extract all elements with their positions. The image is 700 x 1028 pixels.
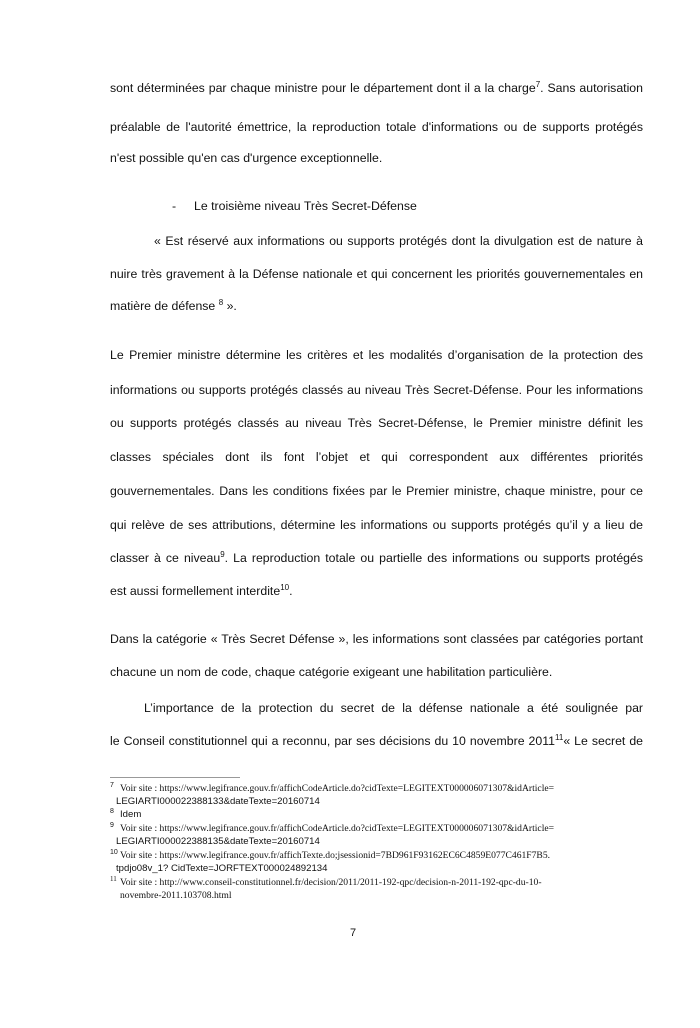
footnote-9: $^9$ Voir site : https://www.legifrance.gouv.fr/affichCodeArticle.do?cidTexte=LEGITEXT000006071307&idArticle= (110, 822, 555, 834)
paragraph-4-line-1: Dans la catégorie « Très Secret Défense », les informations sont classées par catégories portant (110, 632, 643, 646)
footnote-7: $^7$ Voir site : https://www.legifrance.gouv.fr/affichCodeArticle.do?cidTexte=LEGITEXT000006071307&idArticle= (110, 782, 555, 794)
footnote-ref-10[interactable]: 10 (280, 583, 290, 592)
paragraph-3-line-2: informations ou supports protégés classés au niveau Très Secret-Défense. Pour les informations (110, 383, 643, 397)
paragraph-5-line-2 (110, 733, 643, 749)
paragraph-3-line-3: ou supports protégés classés au niveau Très Secret-Défense, le Premier ministre définit les (110, 416, 643, 430)
paragraph-5-line-1: L’importance de la protection du secret de la défense nationale a été soulignée par (144, 701, 643, 715)
text-run: ». (223, 299, 237, 313)
footnote-text[interactable]: Voir site : https://www.legifrance.gouv.fr/affichCodeArticle.do?cidTexte=LEGITEXT000006071307&idArticle= (120, 823, 555, 834)
paragraph-4-line-2: chacune un nom de code, chaque catégorie exigeant une habilitation particulière. (110, 665, 553, 679)
paragraph-3-line-5: gouvernementales. Dans les conditions fixées par le Premier ministre, chaque ministre, pour ce (110, 484, 643, 498)
footnote-ref-9[interactable]: 9 (220, 550, 225, 559)
footnote-10: $^{10}$ Voir site : https://www.legifrance.gouv.fr/affichTexte.do;jsessionid=7BD961F93162EC6C4859E077C461F7B5. (110, 849, 551, 861)
paragraph-1-line-3: n'est possible qu'en cas d'urgence exceptionnelle. (110, 151, 383, 165)
bullet-heading (110, 198, 643, 214)
paragraph-2-line-1: « Est réservé aux informations ou supports protégés dont la divulgation est de nature à (154, 234, 643, 248)
text-run: matière de défense (110, 299, 219, 313)
page-number: 7 (350, 927, 357, 939)
paragraph-3-line-8 (110, 583, 643, 599)
paragraph-2-line-3 (110, 298, 643, 314)
footnote-text[interactable]: Voir site : http://www.conseil-constitutionnel.fr/decision/2011/2011-192-qpc/decision-n-2011-192-qpc-du-10- (120, 877, 542, 888)
footnote-ref-11[interactable]: 11 (555, 733, 564, 742)
paragraph-1-line-1 (110, 80, 643, 96)
text-run: . Sans autorisation (540, 81, 643, 95)
footnote-ref-7[interactable]: 7 (535, 80, 541, 89)
footnote-7-continuation: LEGIARTI000022388133&dateTexte=20160714 (116, 796, 320, 807)
text-run: . La reproduction totale ou partielle des informations ou supports protégés (224, 551, 643, 565)
text-run: . (289, 584, 293, 598)
text-run: classer à ce niveau (110, 551, 221, 565)
paragraph-3-line-4: classes spéciales dont ils font l’objet et qui correspondent aux différentes priorités (110, 450, 643, 464)
footnote-11: $^{11}$ Voir site : http://www.conseil-constitutionnel.fr/decision/2011/2011-192-qpc/decision-n-2011-192-qpc-du-10- (110, 876, 542, 888)
footnote-text[interactable]: Voir site : https://www.legifrance.gouv.fr/affichTexte.do;jsessionid=7BD961F93162EC6C4859E077C461F7B5. (120, 850, 551, 861)
text-run: est aussi formellement interdite (110, 584, 281, 598)
footnote-text: Idem (120, 809, 142, 820)
text-run: « Le secret de (563, 734, 643, 748)
footnote-ref-8[interactable]: 8 (218, 298, 224, 307)
paragraph-2-line-2: nuire très gravement à la Défense nationale et qui concernent les priorités gouvernementales en (110, 267, 643, 281)
footnote-11-continuation: novembre-2011.103708.html (120, 890, 232, 901)
bullet-dash: - (172, 199, 177, 213)
text-run: le Conseil constitutionnel qui a reconnu, par ses décisions du 10 novembre 2011 (110, 734, 555, 748)
footnote-9-continuation: LEGIARTI000022388135&dateTexte=20160714 (116, 836, 320, 847)
footnote-separator (110, 777, 240, 778)
paragraph-3-line-6: qui relève de ses attributions, détermine les informations ou supports protégés qu’il y a lieu de (110, 518, 643, 532)
text-run: sont déterminées par chaque ministre pour le département dont il a la charge (110, 81, 536, 95)
paragraph-1-line-2: préalable de l'autorité émettrice, la reproduction totale d'informations ou de supports protégés (110, 120, 643, 134)
footnote-8: $^8$ Idem (110, 808, 142, 820)
paragraph-3-line-1: Le Premier ministre détermine les critères et les modalités d’organisation de la protection des (110, 348, 643, 362)
footnote-text[interactable]: Voir site : https://www.legifrance.gouv.fr/affichCodeArticle.do?cidTexte=LEGITEXT000006071307&idArticle= (120, 783, 555, 794)
paragraph-3-line-7 (110, 550, 643, 566)
bullet-heading-text: Le troisième niveau Très Secret-Défense (194, 199, 417, 213)
footnote-10-continuation: tpdjo08v_1? CidTexte=JORFTEXT000024892134 (116, 863, 328, 874)
